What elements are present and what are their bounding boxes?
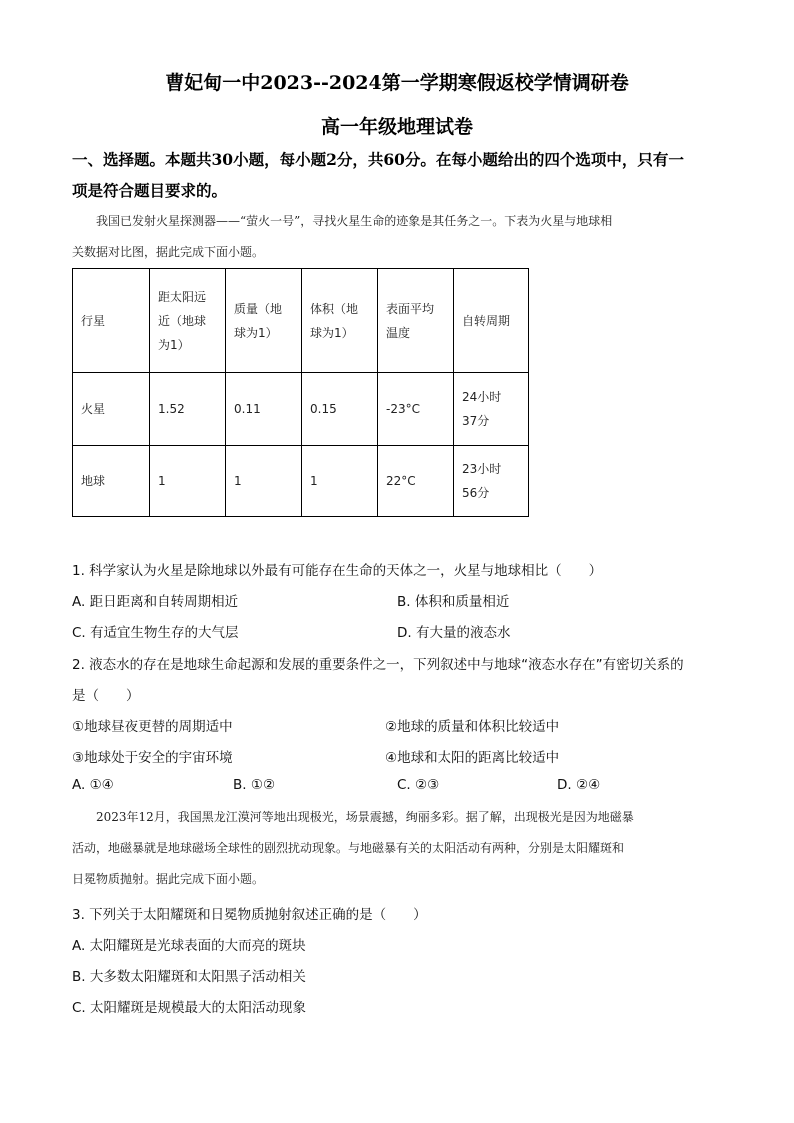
section-heading-line1: 一、选择题。本题共30小题，每小题2分，共60分。在每小题给出的四个选项中，只有一 xyxy=(72,150,684,169)
header-cell-distance: 距太阳远 近（地球 为1） xyxy=(150,269,226,373)
question-2-option-d: D. ②④ xyxy=(557,777,601,793)
passage-2 xyxy=(72,802,732,895)
question-3-option-c: C. 太阳耀斑是规模最大的太阳活动现象 xyxy=(72,1000,307,1016)
table-row-earth xyxy=(73,446,529,517)
header-cell-planet: 行星 xyxy=(73,269,150,373)
cell-distance: 1 xyxy=(150,446,226,517)
cell-rotation: 23小时 56分 xyxy=(454,446,529,517)
question-2-statement-2: ②地球的质量和体积比较适中 xyxy=(385,719,560,735)
question-1-option-a: A. 距日距离和自转周期相近 xyxy=(72,594,239,610)
question-2-option-a: A. ①④ xyxy=(72,777,114,793)
question-3-option-a: A. 太阳耀斑是光球表面的大而亮的斑块 xyxy=(72,938,306,954)
passage-2-line2: 活动，地磁暴就是地球磁场全球性的剧烈扰动现象。与地磁暴有关的太阳活动有两种，分别是太阳耀斑和 xyxy=(72,841,625,855)
passage-2-line1: 2023年12月，我国黑龙江漠河等地出现极光，场景震撼，绚丽多彩。据了解，出现极光是因为地磁暴 xyxy=(96,810,634,824)
passage-2-line3: 日冕物质抛射。据此完成下面小题。 xyxy=(72,872,265,886)
question-1-stem: 1. 科学家认为火星是除地球以外最有可能存在生命的天体之一，火星与地球相比（ ） xyxy=(72,563,603,579)
question-2-option-c: C. ②③ xyxy=(397,777,440,793)
exam-subtitle: 高一年级地理试卷 xyxy=(320,116,473,138)
question-2-stem-line1: 2. 液态水的存在是地球生命起源和发展的重要条件之一，下列叙述中与地球“液态水存在”有密切关系的 xyxy=(72,657,684,673)
question-3-option-b: B. 大多数太阳耀斑和太阳黑子活动相关 xyxy=(72,969,306,985)
passage-1-line1: 我国已发射火星探测器——“萤火一号”，寻找火星生命的迹象是其任务之一。下表为火星与地球相 xyxy=(96,214,613,228)
cell-planet: 地球 xyxy=(73,446,150,517)
table-header-row xyxy=(73,269,529,373)
cell-mass: 0.11 xyxy=(226,373,302,446)
cell-temperature: 22°C xyxy=(378,446,454,517)
header-cell-volume: 体积（地 球为1） xyxy=(302,269,378,373)
question-2-stem-line2: 是（ ） xyxy=(72,688,140,704)
planet-data-table xyxy=(72,268,529,517)
cell-volume: 0.15 xyxy=(302,373,378,446)
table-row-mars xyxy=(73,373,529,446)
cell-rotation: 24小时 37分 xyxy=(454,373,529,446)
cell-temperature: -23°C xyxy=(378,373,454,446)
header-cell-temperature: 表面平均 温度 xyxy=(378,269,454,373)
passage-1-line2: 关数据对比图，据此完成下面小题。 xyxy=(72,245,265,259)
passage-1 xyxy=(72,206,732,268)
exam-title: 曹妃甸一中2023--2024第一学期寒假返校学情调研卷 xyxy=(165,72,629,94)
question-1-option-d: D. 有大量的液态水 xyxy=(397,625,511,641)
cell-distance: 1.52 xyxy=(150,373,226,446)
question-2-statement-1: ①地球昼夜更替的周期适中 xyxy=(72,719,233,735)
cell-mass: 1 xyxy=(226,446,302,517)
header-cell-mass: 质量（地 球为1） xyxy=(226,269,302,373)
question-3-stem: 3. 下列关于太阳耀斑和日冕物质抛射叙述正确的是（ ） xyxy=(72,907,427,923)
question-1-option-c: C. 有适宜生物生存的大气层 xyxy=(72,625,239,641)
header-cell-rotation: 自转周期 xyxy=(454,269,529,373)
question-2-option-b: B. ①② xyxy=(233,777,276,793)
question-1-option-b: B. 体积和质量相近 xyxy=(397,594,510,610)
section-heading-line2: 项是符合题目要求的。 xyxy=(72,181,228,200)
question-2-statement-3: ③地球处于安全的宇宙环境 xyxy=(72,750,233,766)
question-2-statement-4: ④地球和太阳的距离比较适中 xyxy=(385,750,560,766)
cell-volume: 1 xyxy=(302,446,378,517)
cell-planet: 火星 xyxy=(73,373,150,446)
section-heading xyxy=(72,144,732,206)
